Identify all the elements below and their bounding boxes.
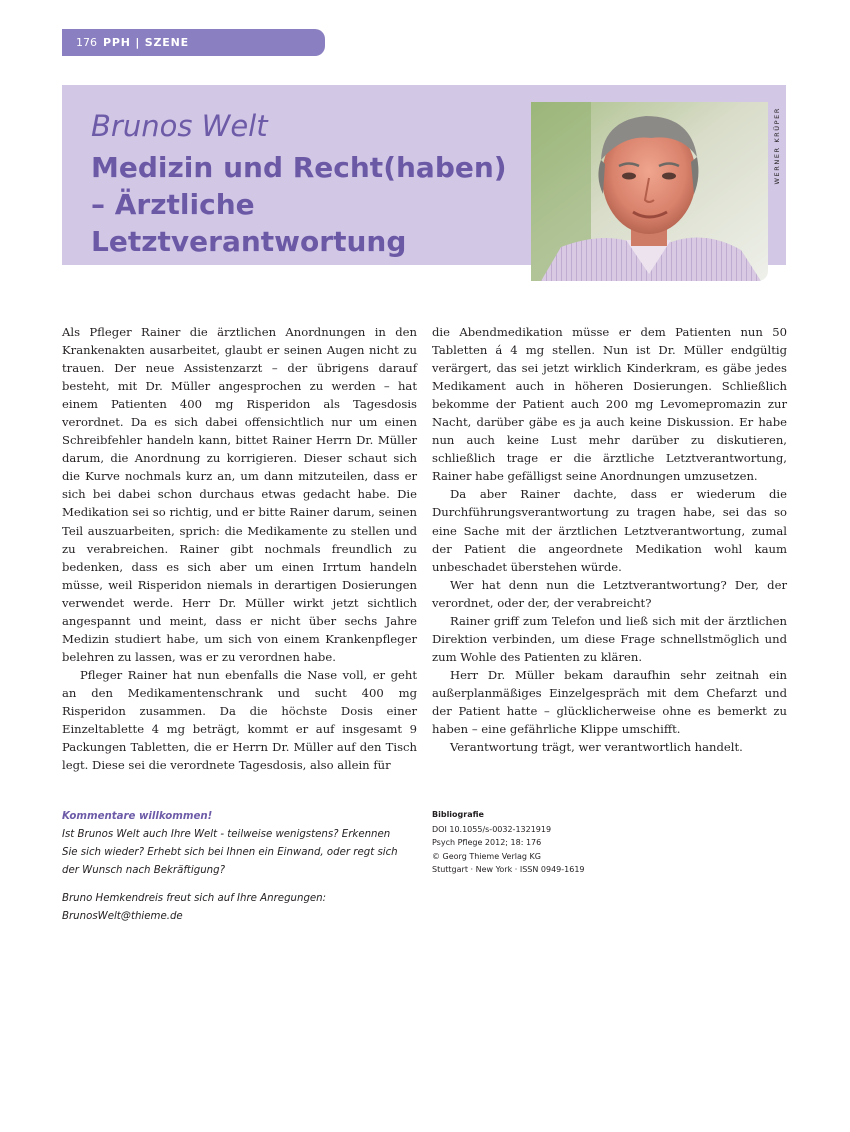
paragraph: Da aber Rainer dachte, dass er wiederum die Durchführungsverantwortung zu tragen habe, sei das so eine Sache mit der ärztlichen Letztverantwortung, zumal der Patient die angeordnete Medikation wohl kaum unbeschadet überstehen würde.	[432, 487, 787, 574]
paragraph: Pfleger Rainer hat nun ebenfalls die Nase voll, er geht an den Medikamentenschrank und sucht 400 mg Risperidon zusammen. Da die höchste Dosis einer Einzeltablette 4 mg beträgt, kommt er auf insgesamt 9 Packungen Tabletten, die er Herrn Dr. Müller auf den Tisch legt. Diese sei die verordnete Tagesdosis, also allein für	[62, 667, 417, 773]
section-label: PPH | SZENE	[103, 36, 189, 49]
page-number: 176	[76, 36, 97, 49]
article-title	[91, 108, 521, 260]
bibliography-copyright: © Georg Thieme Verlag KG	[432, 851, 541, 861]
paragraph: Herr Dr. Müller bekam daraufhin sehr zeitnah ein außerplanmäßiges Einzelgespräch mit dem Chefarzt und der Patient hatte – glücklicherweise ohne es bemerkt zu haben – eine gefährliche Klippe umschifft.	[432, 667, 787, 737]
article-column-right	[432, 323, 787, 756]
bibliography-title: Bibliografie	[432, 810, 484, 819]
article-column-left	[62, 323, 417, 774]
paragraph: Rainer griff zum Telefon und ließ sich mit der ärztlichen Direktion verbinden, um diese Frage schnellstmöglich und zum Wohle des Patienten zu klären.	[432, 613, 787, 664]
paragraph: Wer hat denn nun die Letztverantwortung? Der, der verordnet, oder der, der verabreicht?	[432, 577, 787, 610]
comments-question: Ist Brunos Welt auch Ihre Welt - teilweise wenigstens? Erkennen Sie sich wieder? Erhebt sich bei Ihnen ein Einwand, oder regt sich der Wunsch nach Bekräftigung?	[62, 829, 398, 876]
article-headline: Medizin und Recht(haben) – Ärztliche Letztverantwortung	[91, 151, 507, 258]
paragraph: Als Pfleger Rainer die ärztlichen Anordnungen in den Krankenakten ausarbeitet, glaubt er seinen Augen nicht zu trauen. Der neue Assistenzarzt – der übrigens darauf besteht, mit Dr. Müller angesprochen zu werden – hat einem Patienten 400 mg Risperidon als Tagesdosis verordnet. Da es sich dabei offensichtlich nur um einen Schreibfehler handeln kann, bittet Rainer Herrn Dr. Müller darum, die Anordnung zu korrigieren. Dieser schaut sich die Kurve nochmals kurz an, um dann mitzuteilen, dass er sich bei dabei schon durchaus etwas gedacht habe. Die Medikation sei so richtig, und er bitte Rainer darum, seinen Teil auszuarbeiten, sprich: die Medikamente zu stellen und zu verabreichen. Rainer gibt nochmals freundlich zu bedenken, dass es sich aber um einen Irrtum handeln müsse, weil Risperidon niemals in derartigen Dosierungen verwendet werde. Herr Dr. Müller wirkt jetzt sichtlich angespannt und meint, dass er nicht über sechs Jahre Medizin studiert habe, um sich von einem Krankenpfleger belehren zu lassen, was er zu verordnen habe.	[62, 325, 417, 664]
bibliography-box	[432, 808, 732, 877]
portrait-photo	[531, 102, 768, 281]
photo-credit: WERNER KRÜPER	[773, 107, 781, 185]
column-kicker: Brunos Welt	[91, 109, 268, 143]
paragraph: die Abendmedikation müsse er dem Patienten nun 50 Tabletten á 4 mg stellen. Nun ist Dr. Müller endgültig verärgert, das sei jetzt wirklich Kinderkram, es gäbe jedes Medikament auch in höheren Dosierungen. Schließlich bekomme der Patient auch 200 mg Levomepromazin zur Nacht, darüber gäbe es ja auch keine Diskussion. Er habe nun auch keine Lust mehr darüber zu diskutieren, schließlich trage er die ärztliche Letztverantwortung, Rainer habe gefälligst seine Anordnungen umzusetzen.	[432, 325, 787, 484]
bibliography-place: Stuttgart · New York · ISSN 0949-1619	[432, 865, 585, 874]
comments-invite: Bruno Hemkendreis freut sich auf Ihre Anregungen:	[62, 893, 327, 904]
comments-email[interactable]: BrunosWelt@thieme.de	[62, 911, 183, 922]
bibliography-citation: Psych Pflege 2012; 18: 176	[432, 838, 542, 847]
comments-title: Kommentare willkommen!	[62, 811, 213, 822]
comments-box	[62, 808, 402, 926]
paragraph: Verantwortung trägt, wer verantwortlich handelt.	[450, 740, 743, 755]
section-header-bar	[62, 29, 325, 56]
bibliography-doi: DOI 10.1055/s-0032-1321919	[432, 824, 552, 834]
